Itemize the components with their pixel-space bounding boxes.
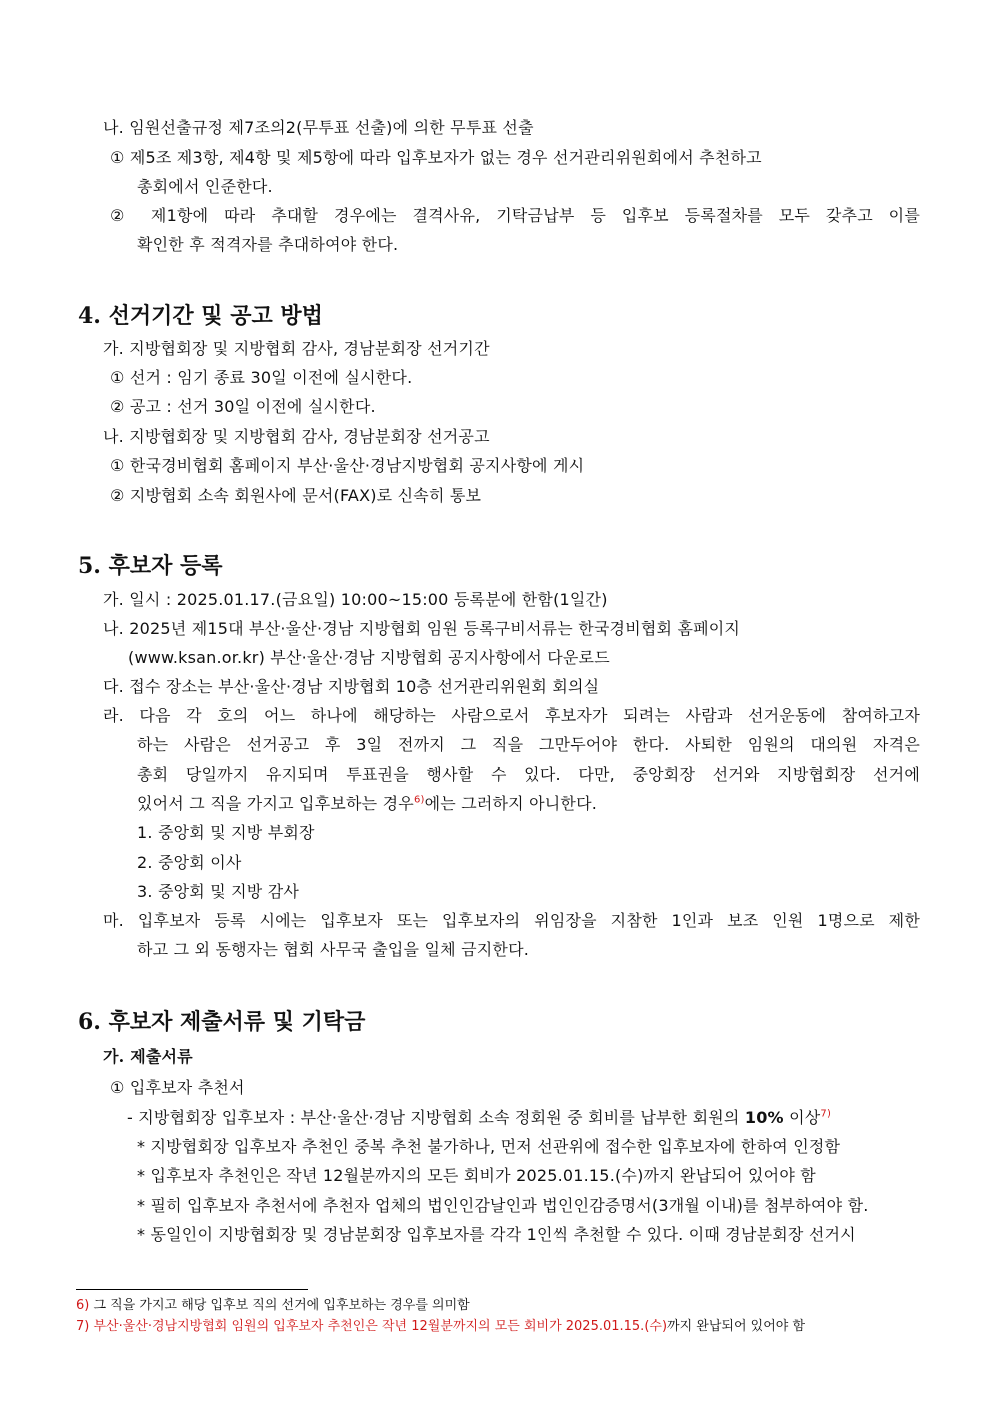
top-item2-line2: 확인한 후 적격자를 추대하여야 한다. (137, 235, 399, 254)
section5-na-line2: (www.ksan.or.kr) 부산·울산·경남 지방협회 공지사항에서 다운로드 (128, 648, 610, 667)
section4-na: 나. 지방협회장 및 지방협회 감사, 경남분회장 선거공고 (103, 427, 490, 446)
section6-ga: 가. 제출서류 (103, 1047, 193, 1066)
section6-dash-percent: 10% (744, 1108, 784, 1127)
section5-ra-line3: 총회 당일까지 유지되며 투표권을 행사할 수 있다. 다만, 중앙회장 선거와 지방협회장 선거에 (137, 765, 920, 784)
section5-ra-line4-text-a: 있어서 그 직을 가지고 입후보하는 경우 (137, 794, 414, 813)
footnote-7 (76, 1318, 805, 1336)
section5-ma-line1: 마. 입후보자 등록 시에는 입후보자 또는 입후보자의 위임장을 지참한 1인과 보조 인원 1명으로 제한 (103, 911, 920, 930)
section5-ra-item1: 1. 중앙회 및 지방 부회장 (137, 823, 315, 842)
section5-ma-line2: 하고 그 외 동행자는 협회 사무국 출입을 일체 금지한다. (137, 940, 530, 959)
top-na-heading: 나. 임원선출규정 제7조의2(무투표 선출)에 의한 무투표 선출 (103, 118, 534, 137)
section4-ga-item2: ② 공고 : 선거 30일 이전에 실시한다. (110, 397, 376, 416)
footnote-divider (76, 1289, 308, 1290)
section5-ra-line4-text-b: 에는 그러하지 아니한다. (424, 794, 598, 813)
section6-star1: * 지방협회장 입후보자 추천인 중복 추천 불가하나, 먼저 선관위에 접수한 입후보자에 한하여 인정함 (137, 1137, 841, 1156)
footnote-7-text-black: 까지 완납되어 있어야 함 (667, 1319, 806, 1334)
section6-dash-text-b: 이상 (783, 1108, 821, 1127)
section6-item1: ① 입후보자 추천서 (110, 1078, 245, 1097)
section5-title: 5. 후보자 등록 (78, 553, 223, 579)
footnote-ref-6: 6) (413, 794, 425, 806)
section5-da: 다. 접수 장소는 부산·울산·경남 지방협회 10층 선거관리위원회 회의실 (103, 677, 600, 696)
footnote-6-text: 그 직을 가지고 해당 입후보 직의 선거에 입후보하는 경우를 의미함 (89, 1298, 470, 1313)
section4-title: 4. 선거기간 및 공고 방법 (78, 303, 323, 329)
section4-ga-item1: ① 선거 : 임기 종료 30일 이전에 실시한다. (110, 368, 413, 387)
section6-dash-text-a: - 지방협회장 입후보자 : 부산·울산·경남 지방협회 소속 정회원 중 회비를 납부한 회원의 (127, 1108, 745, 1127)
footnote-6-number: 6) (76, 1298, 90, 1313)
section5-ra-item2: 2. 중앙회 이사 (137, 853, 242, 872)
footnote-6 (76, 1297, 470, 1315)
top-item2-line1: ② 제1항에 따라 추대할 경우에는 결격사유, 기탁금납부 등 입후보 등록절차를 모두 갖추고 이를 (110, 206, 920, 225)
section6-star3: * 필히 입후보자 추천서에 추천자 업체의 법인인감날인과 법인인감증명서(3개월 이내)를 첨부하여야 함. (137, 1196, 869, 1215)
section6-star4: * 동일인이 지방협회장 및 경남분회장 입후보자를 각각 1인씩 추천할 수 있다. 이때 경남분회장 선거시 (137, 1225, 856, 1244)
section5-ra-item3: 3. 중앙회 및 지방 감사 (137, 882, 300, 901)
top-item1-line1: ① 제5조 제3항, 제4항 및 제5항에 따라 입후보자가 없는 경우 선거관리위원회에서 추천하고 (110, 148, 762, 167)
section5-ra-line2: 하는 사람은 선거공고 후 3일 전까지 그 직을 그만두어야 한다. 사퇴한 임원의 대의원 자격은 (137, 735, 920, 754)
section5-ra-line1: 라. 다음 각 호의 어느 하나에 해당하는 사람으로서 후보자가 되려는 사람과 선거운동에 참여하고자 (103, 706, 920, 725)
section4-ga: 가. 지방협회장 및 지방협회 감사, 경남분회장 선거기간 (103, 339, 490, 358)
section5-na-line1: 나. 2025년 제15대 부산·울산·경남 지방협회 임원 등록구비서류는 한국경비협회 홈페이지 (103, 619, 741, 638)
footnote-7-text-red: 7) 부산·울산·경남지방협회 임원의 입후보자 추천인은 작년 12월분까지의 모든 회비가 2025.01.15.(수) (76, 1319, 668, 1334)
section5-ga: 가. 일시 : 2025.01.17.(금요일) 10:00~15:00 등록분에 한함(1일간) (103, 590, 608, 609)
section6-star2: * 입후보자 추천인은 작년 12월분까지의 모든 회비가 2025.01.15.(수)까지 완납되어 있어야 함 (137, 1166, 816, 1185)
top-item1-line2: 총회에서 인준한다. (137, 177, 273, 196)
section6-dash-line (127, 1108, 831, 1128)
footnote-ref-7: 7) (820, 1108, 832, 1120)
section4-na-item1: ① 한국경비협회 홈페이지 부산·울산·경남지방협회 공지사항에 게시 (110, 456, 585, 475)
section5-ra-line4 (137, 794, 597, 814)
section4-na-item2: ② 지방협회 소속 회원사에 문서(FAX)로 신속히 통보 (110, 486, 482, 505)
section6-title: 6. 후보자 제출서류 및 기탁금 (78, 1009, 366, 1035)
